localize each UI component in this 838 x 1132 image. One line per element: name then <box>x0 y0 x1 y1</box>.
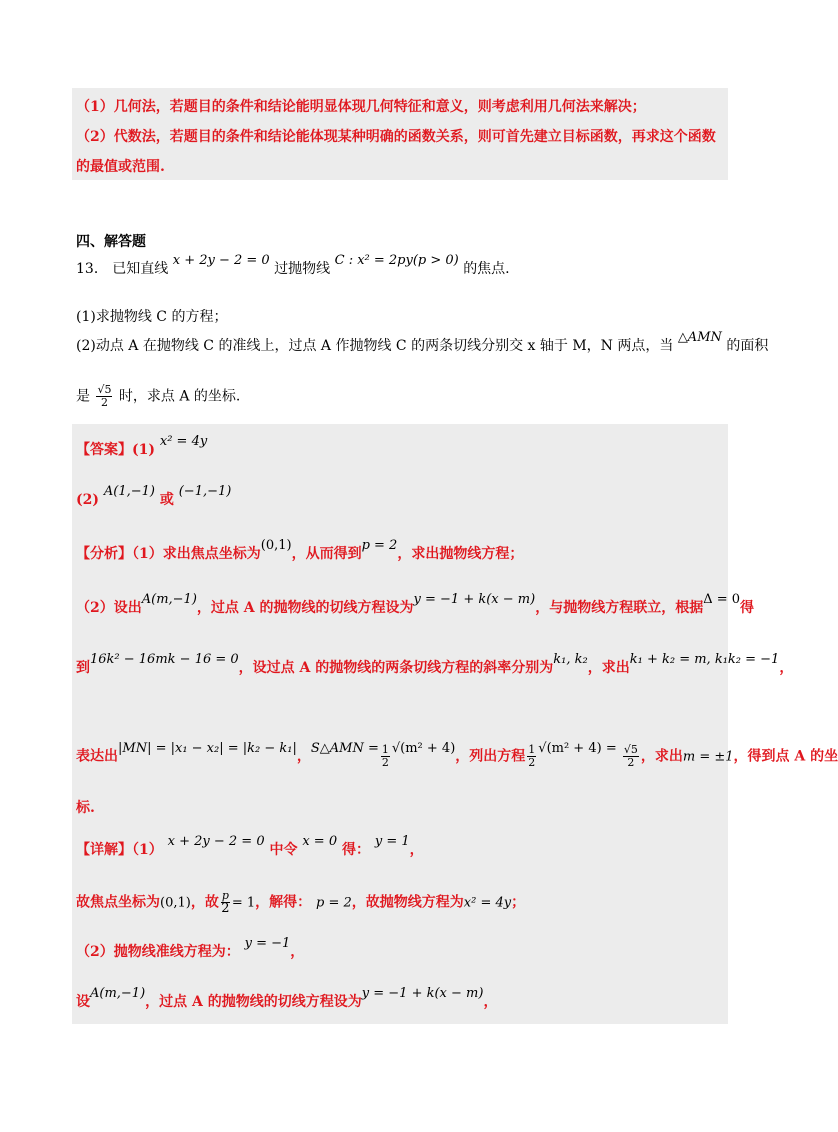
answer-line-1: 【答案】(1) x² = 4y <box>76 434 208 458</box>
detail-line-4: 设A(m,−1)，过点 A 的抛物线的切线方程设为y = −1 + k(x − m)， <box>76 986 498 1010</box>
line-equation: x + 2y − 2 = 0 <box>172 253 270 268</box>
problem-statement: 13． 已知直线 x + 2y − 2 = 0 过抛物线 C : x² = 2py(p > 0) 的焦点. <box>76 253 510 277</box>
detail-line-1: 【详解】（1） x + 2y − 2 = 0 中令 x = 0 得： y = 1， <box>76 834 424 858</box>
fraction-sqrt5-over-2: $\frac{√5}{2}$ <box>97 383 112 409</box>
analysis-line-2: （2）设出A(m,−1)，过点 A 的抛物线的切线方程设为y = −1 + k(x − m)，与抛物线方程联立，根据Δ = 0得 <box>76 592 755 616</box>
problem-part-2-cont: 是 $\frac{√5}{2}$ 时，求点 A 的坐标. <box>76 383 241 409</box>
analysis-line-5: 标. <box>76 800 95 816</box>
answer-line-2: (2) A(1,−1) 或 (−1,−1) <box>76 484 232 508</box>
problem-part-1: (1)求抛物线 C 的方程； <box>76 309 228 325</box>
problem-part-2: (2)动点 A 在抛物线 C 的准线上，过点 A 作抛物线 C 的两条切线分别交 x 轴于 M，N 两点，当 △AMN 的面积 <box>76 330 769 354</box>
detail-line-3: （2）抛物线准线方程为： y = −1， <box>76 936 305 960</box>
analysis-line-3: 到16k² − 16mk − 16 = 0，设过点 A 的抛物线的两条切线方程的斜率分别为k₁, k₂，求出k₁ + k₂ = m, k₁k₂ = −1， <box>76 652 794 676</box>
method-line-3: 的最值或范围. <box>76 159 165 175</box>
triangle-amn: △AMN <box>677 330 722 345</box>
section-title: 四、解答题 <box>76 234 146 250</box>
method-line-2: （2）代数法，若题目的条件和结论能体现某种明确的函数关系，则可首先建立目标函数，再求这个函数 <box>76 129 716 145</box>
analysis-line-1: 【分析】（1）求出焦点坐标为(0,1)，从而得到p = 2，求出抛物线方程； <box>76 538 524 562</box>
parabola-equation: C : x² = 2py(p > 0) <box>334 253 459 268</box>
method-line-1: （1）几何法，若题目的条件和结论能明显体现几何特征和意义，则考虑利用几何法来解决； <box>76 99 646 115</box>
analysis-line-4: 表达出|MN| = |x₁ − x₂| = |k₂ − k₁|，S△AMN = $\frac{1}{2}$ √(m² + 4)，列出方程 $\frac{1}{2}$ √(m² + 4) = $\frac{√5}{2}$ ，求出m = ±1，得到点 A 的坐 <box>76 740 838 769</box>
solution-box <box>72 424 728 1024</box>
detail-line-2: 故焦点坐标为(0,1)，故 $\frac{p}{2}$ = 1，解得： p = 2，故抛物线方程为x² = 4y； <box>76 889 526 916</box>
problem-number: 13． <box>76 261 108 277</box>
